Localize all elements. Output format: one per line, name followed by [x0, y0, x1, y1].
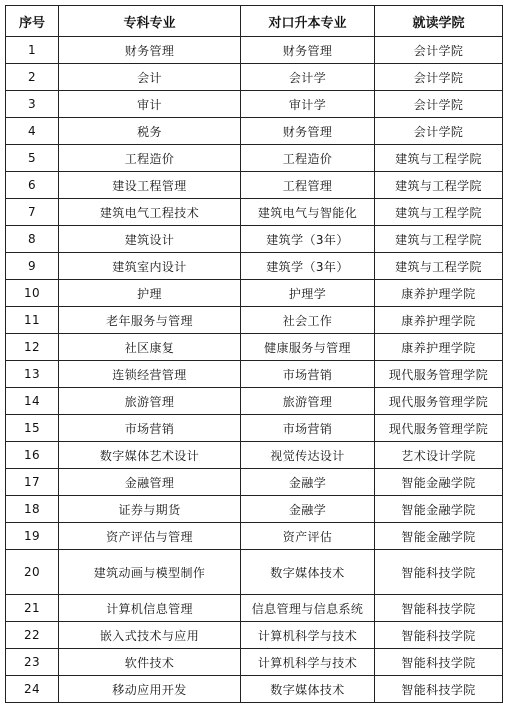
cell-target-major: 工程造价: [241, 145, 375, 172]
table-row: [6, 523, 503, 550]
cell-college: 建筑与工程学院: [375, 199, 503, 226]
cell-target-major: 信息管理与信息系统: [241, 595, 375, 622]
cell-index: 12: [6, 334, 59, 361]
cell-college: 康养护理学院: [375, 334, 503, 361]
cell-junior-major: 证券与期货: [59, 496, 241, 523]
major-mapping-table: [5, 5, 503, 703]
cell-target-major: 金融学: [241, 469, 375, 496]
cell-index: 24: [6, 676, 59, 703]
cell-college: 建筑与工程学院: [375, 226, 503, 253]
cell-college: 建筑与工程学院: [375, 145, 503, 172]
table-row: [6, 334, 503, 361]
cell-index: 9: [6, 253, 59, 280]
cell-index: 6: [6, 172, 59, 199]
table-row: [6, 469, 503, 496]
cell-target-major: 计算机科学与技术: [241, 649, 375, 676]
cell-college: 现代服务管理学院: [375, 415, 503, 442]
cell-target-major: 市场营销: [241, 415, 375, 442]
cell-junior-major: 审计: [59, 91, 241, 118]
cell-college: 智能科技学院: [375, 622, 503, 649]
header-row: [6, 6, 503, 37]
cell-junior-major: 老年服务与管理: [59, 307, 241, 334]
cell-junior-major: 建筑室内设计: [59, 253, 241, 280]
header-junior-major: 专科专业: [59, 6, 241, 37]
cell-target-major: 视觉传达设计: [241, 442, 375, 469]
cell-junior-major: 嵌入式技术与应用: [59, 622, 241, 649]
cell-target-major: 建筑学（3年）: [241, 226, 375, 253]
cell-target-major: 市场营销: [241, 361, 375, 388]
table-row: [6, 307, 503, 334]
cell-target-major: 工程管理: [241, 172, 375, 199]
cell-junior-major: 数字媒体艺术设计: [59, 442, 241, 469]
table-row: [6, 145, 503, 172]
table-row: [6, 649, 503, 676]
cell-junior-major: 工程造价: [59, 145, 241, 172]
cell-junior-major: 建筑动画与模型制作: [59, 550, 241, 595]
cell-college: 智能科技学院: [375, 595, 503, 622]
cell-index: 5: [6, 145, 59, 172]
cell-junior-major: 建筑设计: [59, 226, 241, 253]
cell-target-major: 护理学: [241, 280, 375, 307]
table-row: [6, 64, 503, 91]
cell-target-major: 财务管理: [241, 118, 375, 145]
cell-target-major: 建筑电气与智能化: [241, 199, 375, 226]
cell-target-major: 审计学: [241, 91, 375, 118]
table-row: [6, 199, 503, 226]
cell-index: 13: [6, 361, 59, 388]
cell-junior-major: 税务: [59, 118, 241, 145]
cell-index: 21: [6, 595, 59, 622]
cell-college: 康养护理学院: [375, 280, 503, 307]
cell-junior-major: 市场营销: [59, 415, 241, 442]
cell-index: 15: [6, 415, 59, 442]
cell-index: 2: [6, 64, 59, 91]
cell-target-major: 金融学: [241, 496, 375, 523]
table-row: [6, 676, 503, 703]
cell-junior-major: 旅游管理: [59, 388, 241, 415]
cell-college: 建筑与工程学院: [375, 253, 503, 280]
cell-index: 14: [6, 388, 59, 415]
cell-index: 23: [6, 649, 59, 676]
cell-index: 8: [6, 226, 59, 253]
cell-index: 3: [6, 91, 59, 118]
table-row: [6, 253, 503, 280]
cell-college: 智能科技学院: [375, 676, 503, 703]
cell-college: 康养护理学院: [375, 307, 503, 334]
table-row: [6, 550, 503, 595]
cell-college: 艺术设计学院: [375, 442, 503, 469]
cell-index: 1: [6, 37, 59, 64]
cell-college: 智能金融学院: [375, 496, 503, 523]
cell-college: 现代服务管理学院: [375, 388, 503, 415]
cell-index: 22: [6, 622, 59, 649]
cell-college: 智能金融学院: [375, 469, 503, 496]
cell-junior-major: 资产评估与管理: [59, 523, 241, 550]
header-target-major: 对口升本专业: [241, 6, 375, 37]
cell-college: 会计学院: [375, 37, 503, 64]
cell-junior-major: 软件技术: [59, 649, 241, 676]
table-row: [6, 118, 503, 145]
cell-target-major: 建筑学（3年）: [241, 253, 375, 280]
cell-college: 智能金融学院: [375, 523, 503, 550]
cell-target-major: 旅游管理: [241, 388, 375, 415]
cell-junior-major: 计算机信息管理: [59, 595, 241, 622]
cell-target-major: 计算机科学与技术: [241, 622, 375, 649]
cell-college: 会计学院: [375, 118, 503, 145]
cell-target-major: 数字媒体技术: [241, 676, 375, 703]
cell-junior-major: 建设工程管理: [59, 172, 241, 199]
table-row: [6, 37, 503, 64]
cell-junior-major: 社区康复: [59, 334, 241, 361]
header-index: 序号: [6, 6, 59, 37]
cell-target-major: 财务管理: [241, 37, 375, 64]
cell-junior-major: 金融管理: [59, 469, 241, 496]
cell-junior-major: 连锁经营管理: [59, 361, 241, 388]
table-row: [6, 280, 503, 307]
cell-college: 现代服务管理学院: [375, 361, 503, 388]
cell-college: 会计学院: [375, 91, 503, 118]
cell-index: 10: [6, 280, 59, 307]
cell-index: 7: [6, 199, 59, 226]
cell-junior-major: 会计: [59, 64, 241, 91]
cell-junior-major: 移动应用开发: [59, 676, 241, 703]
table-row: [6, 172, 503, 199]
cell-index: 16: [6, 442, 59, 469]
cell-index: 19: [6, 523, 59, 550]
cell-junior-major: 财务管理: [59, 37, 241, 64]
table-row: [6, 622, 503, 649]
table-row: [6, 442, 503, 469]
cell-index: 4: [6, 118, 59, 145]
cell-college: 会计学院: [375, 64, 503, 91]
cell-college: 建筑与工程学院: [375, 172, 503, 199]
cell-index: 17: [6, 469, 59, 496]
table-row: [6, 361, 503, 388]
cell-index: 20: [6, 550, 59, 595]
cell-index: 11: [6, 307, 59, 334]
cell-junior-major: 护理: [59, 280, 241, 307]
table-row: [6, 388, 503, 415]
header-college: 就读学院: [375, 6, 503, 37]
cell-target-major: 数字媒体技术: [241, 550, 375, 595]
table-row: [6, 226, 503, 253]
table-row: [6, 91, 503, 118]
cell-target-major: 会计学: [241, 64, 375, 91]
cell-junior-major: 建筑电气工程技术: [59, 199, 241, 226]
cell-index: 18: [6, 496, 59, 523]
cell-college: 智能科技学院: [375, 649, 503, 676]
table-row: [6, 595, 503, 622]
cell-target-major: 资产评估: [241, 523, 375, 550]
cell-target-major: 社会工作: [241, 307, 375, 334]
table-row: [6, 496, 503, 523]
cell-college: 智能科技学院: [375, 550, 503, 595]
cell-target-major: 健康服务与管理: [241, 334, 375, 361]
table-row: [6, 415, 503, 442]
